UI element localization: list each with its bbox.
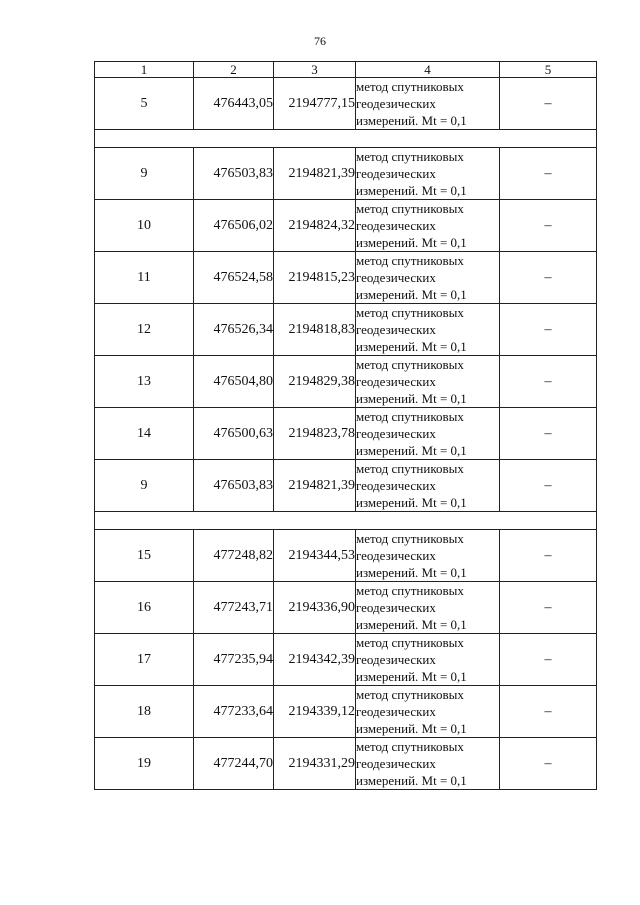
coordinate-x: 476443,05 — [194, 78, 274, 130]
point-number: 12 — [95, 304, 194, 356]
table-row — [95, 738, 597, 790]
method-line: геодезических — [356, 166, 436, 181]
method-line: метод спутниковых — [356, 687, 464, 702]
method-description — [356, 356, 500, 408]
method-line: геодезических — [356, 478, 436, 493]
method-description — [356, 252, 500, 304]
method-line: метод спутниковых — [356, 409, 464, 424]
coordinate-y: 2194821,39 — [274, 460, 356, 512]
coordinate-x: 476503,83 — [194, 148, 274, 200]
coordinate-y: 2194824,32 — [274, 200, 356, 252]
coordinate-x: 476503,83 — [194, 460, 274, 512]
header-col-3: 3 — [274, 62, 356, 78]
header-col-2: 2 — [194, 62, 274, 78]
table-row — [95, 200, 597, 252]
method-line: геодезических — [356, 322, 436, 337]
method-description — [356, 582, 500, 634]
table-row — [95, 686, 597, 738]
method-description — [356, 78, 500, 130]
method-line: измерений. Mt = 0,1 — [356, 235, 467, 250]
method-line: измерений. Mt = 0,1 — [356, 669, 467, 684]
method-line: геодезических — [356, 96, 436, 111]
method-line: измерений. Mt = 0,1 — [356, 183, 467, 198]
coordinate-y: 2194818,83 — [274, 304, 356, 356]
point-number: 9 — [95, 148, 194, 200]
method-line: геодезических — [356, 704, 436, 719]
point-number: 10 — [95, 200, 194, 252]
method-line: измерений. Mt = 0,1 — [356, 391, 467, 406]
accuracy-note: – — [500, 634, 597, 686]
accuracy-note: – — [500, 460, 597, 512]
coordinate-x: 476500,63 — [194, 408, 274, 460]
table-row — [95, 252, 597, 304]
coordinate-y: 2194821,39 — [274, 148, 356, 200]
method-line: измерений. Mt = 0,1 — [356, 495, 467, 510]
method-line: измерений. Mt = 0,1 — [356, 721, 467, 736]
method-description — [356, 530, 500, 582]
point-number: 9 — [95, 460, 194, 512]
point-number: 13 — [95, 356, 194, 408]
coordinate-y: 2194815,23 — [274, 252, 356, 304]
table-row — [95, 460, 597, 512]
method-line: метод спутниковых — [356, 635, 464, 650]
method-line: геодезических — [356, 218, 436, 233]
separator-cell — [95, 512, 597, 530]
method-description — [356, 200, 500, 252]
coordinate-x: 476524,58 — [194, 252, 274, 304]
table-body — [95, 78, 597, 790]
section-separator-row — [95, 512, 597, 530]
header-col-4: 4 — [356, 62, 500, 78]
accuracy-note: – — [500, 252, 597, 304]
method-description — [356, 304, 500, 356]
accuracy-note: – — [500, 200, 597, 252]
table-row — [95, 356, 597, 408]
coordinate-x: 476506,02 — [194, 200, 274, 252]
coordinate-x: 477233,64 — [194, 686, 274, 738]
coordinate-y: 2194823,78 — [274, 408, 356, 460]
method-line: метод спутниковых — [356, 461, 464, 476]
accuracy-note: – — [500, 582, 597, 634]
method-line: метод спутниковых — [356, 531, 464, 546]
table-row — [95, 78, 597, 130]
accuracy-note: – — [500, 408, 597, 460]
point-number: 16 — [95, 582, 194, 634]
coordinate-x: 477243,71 — [194, 582, 274, 634]
point-number: 14 — [95, 408, 194, 460]
table-header-row — [95, 62, 597, 78]
accuracy-note: – — [500, 148, 597, 200]
method-line: измерений. Mt = 0,1 — [356, 617, 467, 632]
coordinate-x: 476526,34 — [194, 304, 274, 356]
method-line: геодезических — [356, 426, 436, 441]
coordinate-x: 476504,80 — [194, 356, 274, 408]
table-row — [95, 304, 597, 356]
coordinate-y: 2194339,12 — [274, 686, 356, 738]
method-line: геодезических — [356, 652, 436, 667]
separator-cell — [95, 130, 597, 148]
coordinate-y: 2194344,53 — [274, 530, 356, 582]
method-line: измерений. Mt = 0,1 — [356, 565, 467, 580]
method-line: измерений. Mt = 0,1 — [356, 113, 467, 128]
accuracy-note: – — [500, 686, 597, 738]
accuracy-note: – — [500, 78, 597, 130]
coordinate-y: 2194331,29 — [274, 738, 356, 790]
method-line: метод спутниковых — [356, 79, 464, 94]
method-description — [356, 634, 500, 686]
method-line: геодезических — [356, 548, 436, 563]
coordinate-y: 2194336,90 — [274, 582, 356, 634]
coordinate-x: 477248,82 — [194, 530, 274, 582]
table-row — [95, 530, 597, 582]
point-number: 18 — [95, 686, 194, 738]
method-line: геодезических — [356, 756, 436, 771]
point-number: 17 — [95, 634, 194, 686]
accuracy-note: – — [500, 356, 597, 408]
method-description — [356, 686, 500, 738]
accuracy-note: – — [500, 530, 597, 582]
point-number: 5 — [95, 78, 194, 130]
method-line: измерений. Mt = 0,1 — [356, 339, 467, 354]
coordinate-y: 2194342,39 — [274, 634, 356, 686]
method-description — [356, 408, 500, 460]
header-col-1: 1 — [95, 62, 194, 78]
method-line: метод спутниковых — [356, 253, 464, 268]
method-line: метод спутниковых — [356, 149, 464, 164]
method-description — [356, 148, 500, 200]
method-line: измерений. Mt = 0,1 — [356, 443, 467, 458]
method-line: метод спутниковых — [356, 357, 464, 372]
method-line: измерений. Mt = 0,1 — [356, 773, 467, 788]
coordinate-y: 2194829,38 — [274, 356, 356, 408]
method-line: метод спутниковых — [356, 739, 464, 754]
table-row — [95, 634, 597, 686]
method-line: геодезических — [356, 374, 436, 389]
table-row — [95, 148, 597, 200]
method-line: измерений. Mt = 0,1 — [356, 287, 467, 302]
table-row — [95, 408, 597, 460]
point-number: 11 — [95, 252, 194, 304]
method-line: геодезических — [356, 600, 436, 615]
header-col-5: 5 — [500, 62, 597, 78]
method-line: метод спутниковых — [356, 305, 464, 320]
accuracy-note: – — [500, 304, 597, 356]
method-line: метод спутниковых — [356, 201, 464, 216]
coordinates-table — [94, 61, 597, 790]
method-line: метод спутниковых — [356, 583, 464, 598]
coordinate-x: 477235,94 — [194, 634, 274, 686]
table-row — [95, 582, 597, 634]
accuracy-note: – — [500, 738, 597, 790]
method-description — [356, 738, 500, 790]
coordinate-x: 477244,70 — [194, 738, 274, 790]
page-number: 76 — [314, 34, 326, 48]
coordinate-y: 2194777,15 — [274, 78, 356, 130]
section-separator-row — [95, 130, 597, 148]
method-line: геодезических — [356, 270, 436, 285]
method-description — [356, 460, 500, 512]
point-number: 19 — [95, 738, 194, 790]
point-number: 15 — [95, 530, 194, 582]
